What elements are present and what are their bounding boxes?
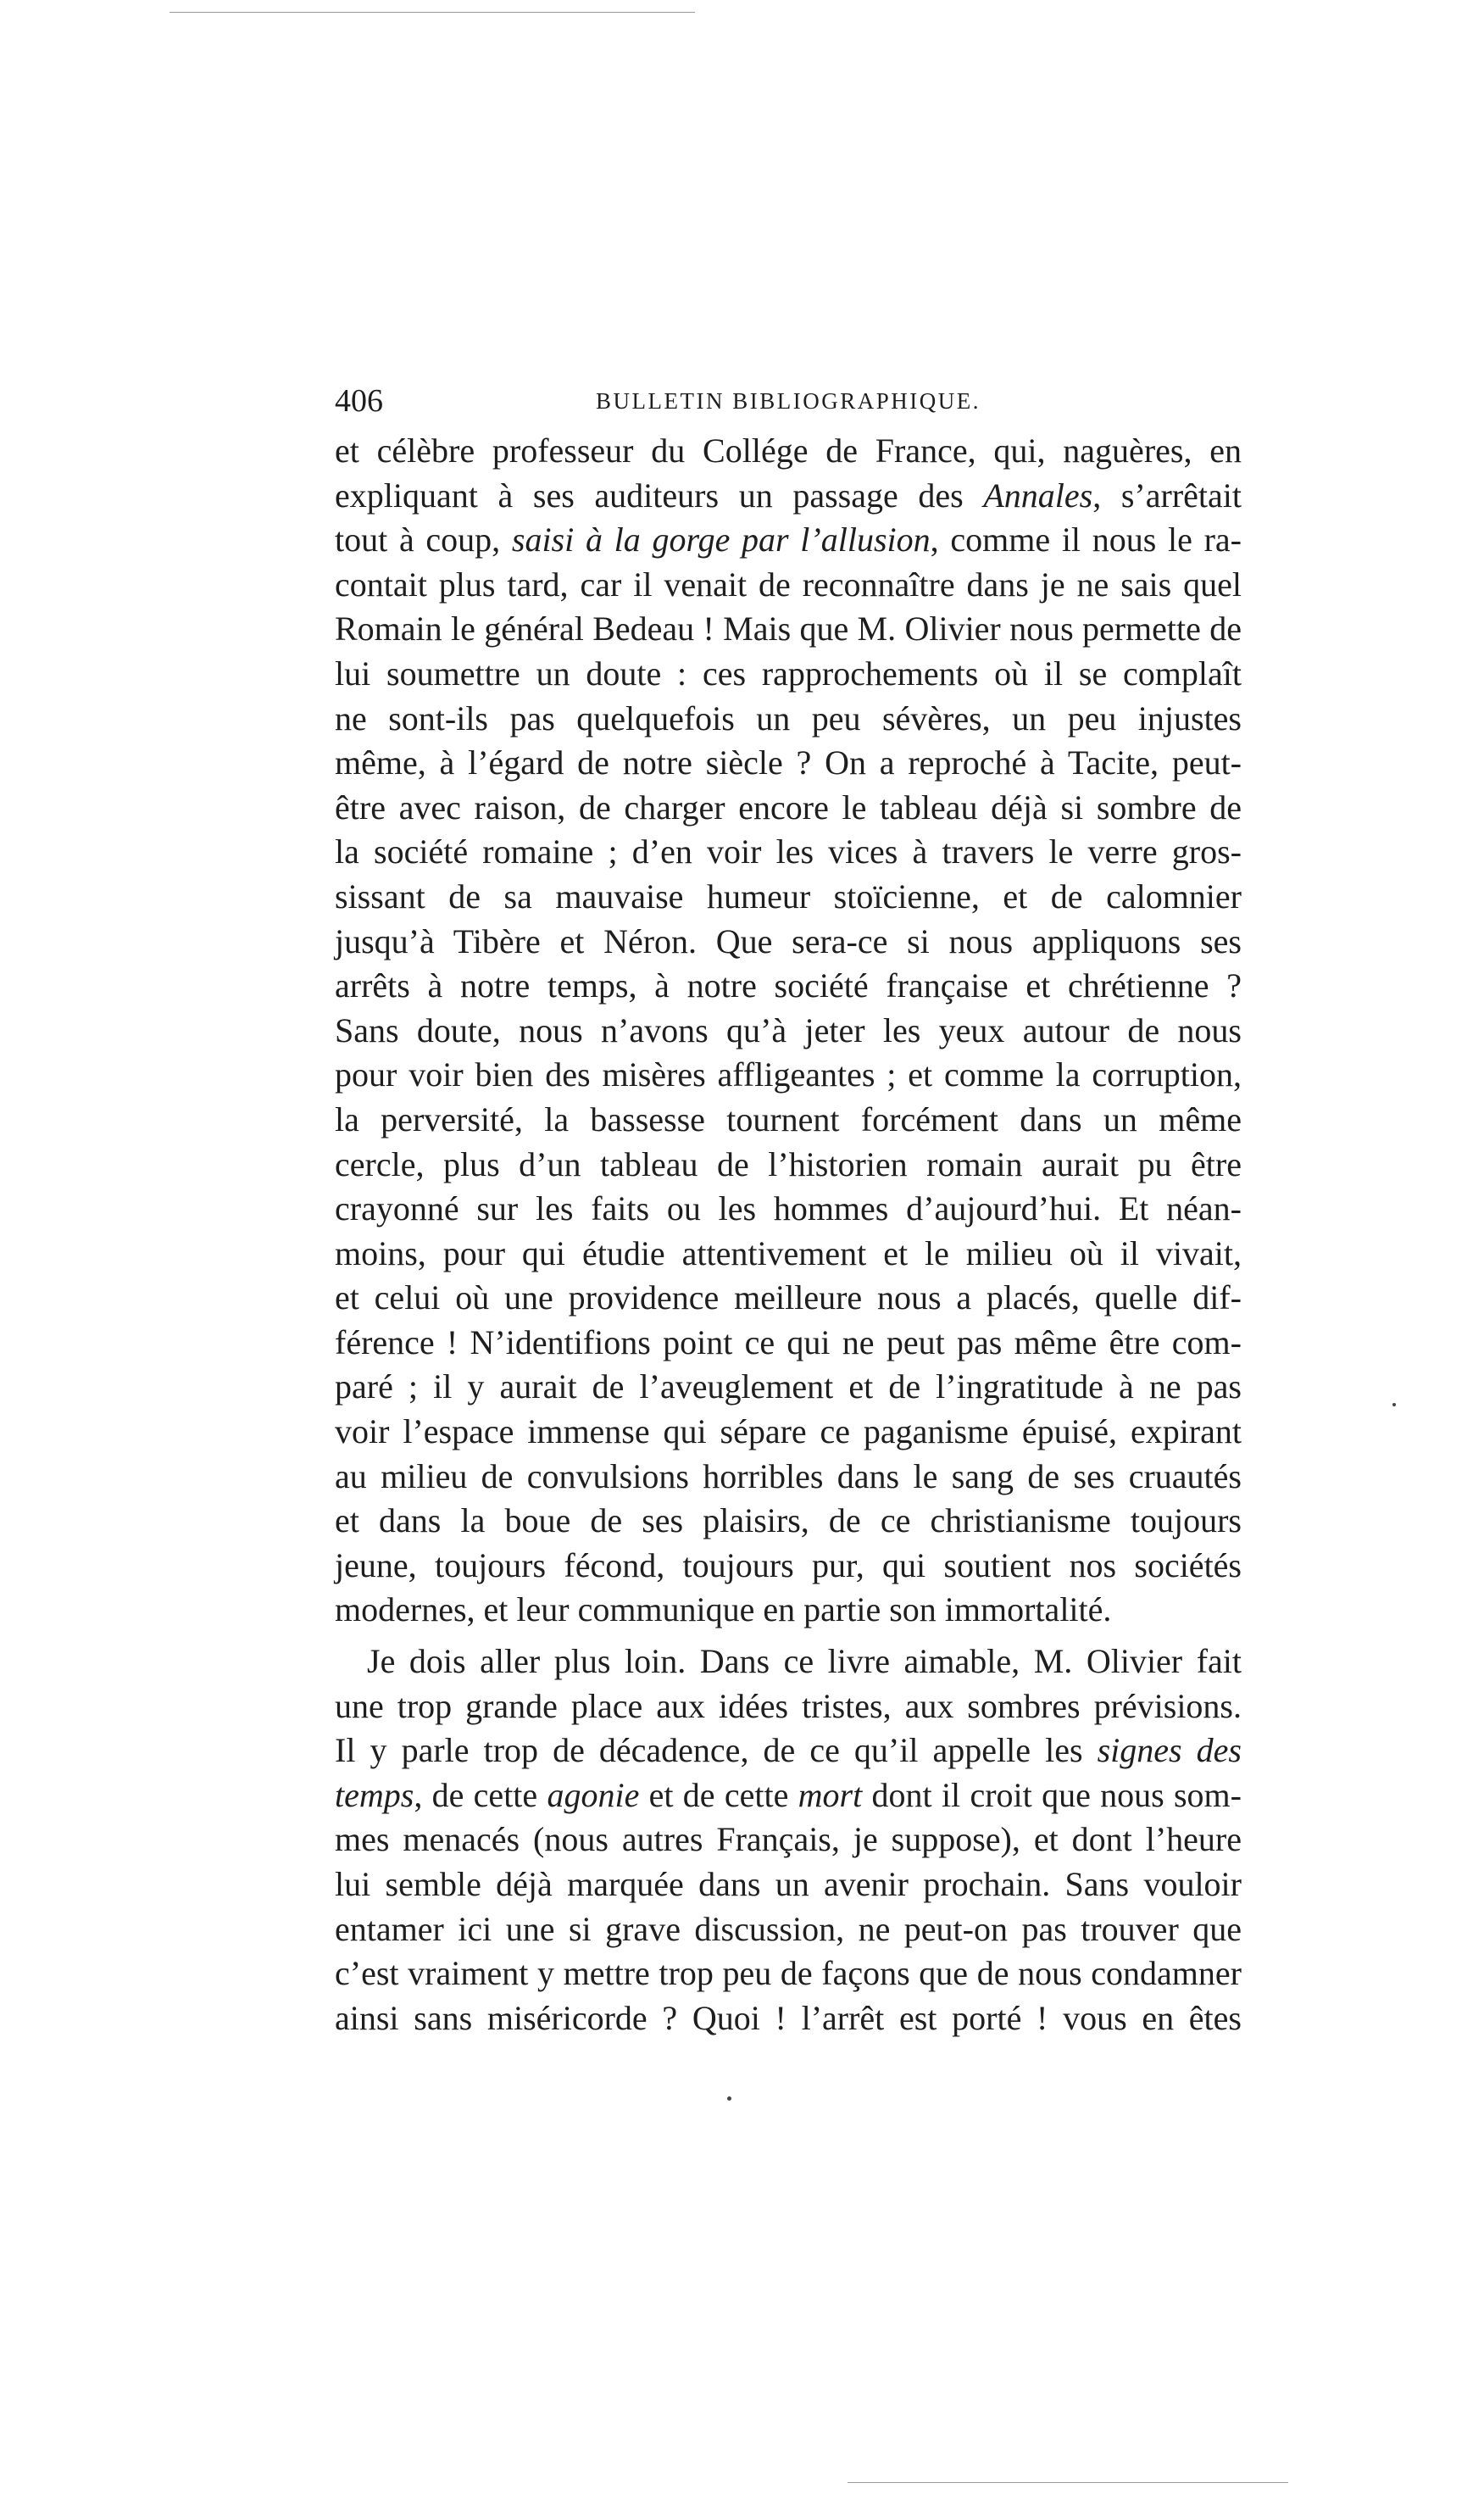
italic-run: temps: [335, 1775, 414, 1814]
text-line: [335, 1276, 1242, 1321]
scan-artifact-bottom: [848, 2482, 1288, 2483]
text-run: et celui où une providence meilleure nous a placés, quelle dif-: [335, 1278, 1242, 1317]
text-run: Romain le général Bedeau ! Mais que M. Olivier nous permette de: [335, 610, 1242, 649]
text-run: mes menacés (nous autres Français, je suppose), et dont l’heure: [335, 1820, 1242, 1859]
italic-run: agonie: [547, 1775, 640, 1814]
text-line: [335, 474, 1242, 519]
text-run: modernes, et leur communique en partie son immortalité.: [335, 1590, 1112, 1629]
ink-speck: [1392, 1403, 1396, 1406]
body-text: [335, 429, 1242, 2040]
text-line: [335, 875, 1242, 920]
text-run: férence ! N’identifions point ce qui ne peut pas même être com-: [335, 1322, 1242, 1361]
text-line: [335, 1499, 1242, 1544]
text-run: et dans la boue de ses plaisirs, de ce christianisme toujours: [335, 1501, 1242, 1540]
text-line: [335, 830, 1242, 875]
text-run: entamer ici une si grave discussion, ne peut-on pas trouver que: [335, 1909, 1242, 1948]
text-run: Il y parle trop de décadence, de ce qu’il appelle les: [335, 1731, 1098, 1770]
text-line: [335, 964, 1242, 1009]
text-run: pour voir bien des misères affligeantes ; et comme la corruption,: [335, 1055, 1242, 1094]
text-run: ainsi sans miséricorde ? Quoi ! l’arrêt est porté ! vous en êtes: [335, 1998, 1242, 2037]
text-run: jeune, toujours fécond, toujours pur, qui soutient nos sociétés: [335, 1545, 1242, 1584]
paragraph: [335, 1639, 1242, 2040]
text-run: , s’arrêtait: [1092, 476, 1242, 515]
text-run: dont il croit que nous som-: [862, 1775, 1242, 1814]
text-run: une trop grande place aux idées tristes, aux sombres prévisions.: [335, 1686, 1242, 1725]
text-run: paré ; il y aurait de l’aveuglement et de l’ingratitude à ne pas: [335, 1367, 1242, 1406]
text-line: [335, 1187, 1242, 1232]
paragraph: [335, 429, 1242, 1633]
text-run: Sans doute, nous n’avons qu’à jeter les yeux autour de nous: [335, 1010, 1242, 1049]
text-line: [335, 1544, 1242, 1589]
page-header: [335, 380, 1242, 422]
text-run: la société romaine ; d’en voir les vices à travers le verre gros-: [335, 832, 1242, 871]
text-run: et de cette: [639, 1775, 798, 1814]
text-line: [335, 1588, 1242, 1633]
italic-run: saisi à la gorge par l’allusion: [511, 521, 931, 559]
text-line: [335, 1365, 1242, 1410]
text-line: [335, 1996, 1242, 2041]
text-line: [335, 920, 1242, 965]
text-line: [335, 1729, 1242, 1773]
text-run: au milieu de convulsions horribles dans le sang de ses cruautés: [335, 1456, 1242, 1495]
text-line: [335, 1951, 1242, 1996]
text-run: c’est vraiment y mettre trop peu de façons que de nous condamner: [335, 1954, 1242, 1993]
text-line: [335, 563, 1242, 608]
text-run: voir l’espace immense qui sépare ce paganisme épuisé, expirant: [335, 1412, 1242, 1451]
text-run: expliquant à ses auditeurs un passage des: [335, 476, 984, 515]
text-line: [335, 1818, 1242, 1862]
text-run: arrêts à notre temps, à notre société française et chrétienne ?: [335, 966, 1242, 1005]
text-line: [335, 1639, 1242, 1684]
text-run: Je dois aller plus loin. Dans ce livre aimable, M. Olivier fait: [367, 1642, 1242, 1681]
italic-run: mort: [798, 1775, 863, 1814]
text-line: [335, 1773, 1242, 1818]
text-line: [335, 1410, 1242, 1455]
text-line: [335, 697, 1242, 742]
text-run: lui soumettre un doute : ces rapprochements où il se complaît: [335, 654, 1242, 693]
text-line: [335, 1455, 1242, 1500]
text-line: [335, 1907, 1242, 1952]
page-number: 406: [335, 383, 383, 419]
scan-artifact-top: [170, 12, 695, 13]
text-run: moins, pour qui étudie attentivement et le milieu où il vivait,: [335, 1233, 1242, 1272]
text-line: [335, 1862, 1242, 1907]
text-line: [335, 1232, 1242, 1277]
text-run: lui semble déjà marquée dans un avenir prochain. Sans vouloir: [335, 1865, 1242, 1903]
text-run: ne sont-ils pas quelquefois un peu sévères, un peu injustes: [335, 699, 1242, 738]
text-run: , de cette: [414, 1775, 547, 1814]
text-line: [335, 741, 1242, 786]
text-run: jusqu’à Tibère et Néron. Que sera-ce si nous appliquons ses: [335, 921, 1242, 960]
text-line: [335, 1098, 1242, 1143]
text-run: contait plus tard, car il venait de reconnaître dans je ne sais quel: [335, 565, 1242, 604]
text-run: la perversité, la bassesse tournent forcément dans un même: [335, 1099, 1242, 1138]
italic-run: signes des: [1097, 1731, 1242, 1770]
text-run: , comme il nous le ra-: [930, 521, 1242, 559]
text-run: crayonné sur les faits ou les hommes d’aujourd’hui. Et néan-: [335, 1189, 1242, 1228]
italic-run: Annales: [983, 476, 1093, 515]
text-line: [335, 1321, 1242, 1366]
text-line: [335, 786, 1242, 831]
text-line: [335, 429, 1242, 474]
text-line: [335, 1143, 1242, 1188]
text-run: cercle, plus d’un tableau de l’historien romain aurait pu être: [335, 1144, 1242, 1183]
text-line: [335, 1684, 1242, 1729]
text-line: [335, 518, 1242, 563]
text-line: [335, 607, 1242, 652]
text-line: [335, 1053, 1242, 1098]
text-run: être avec raison, de charger encore le tableau déjà si sombre de: [335, 788, 1242, 827]
text-line: [335, 1009, 1242, 1054]
text-run: et célèbre professeur du Collége de France, qui, naguères, en: [335, 431, 1242, 470]
ink-speck: [727, 2096, 731, 2101]
text-run: même, à l’égard de notre siècle ? On a reproché à Tacite, peut-: [335, 743, 1242, 782]
text-line: [335, 652, 1242, 697]
text-run: tout à coup,: [335, 521, 512, 559]
running-head: BULLETIN BIBLIOGRAPHIQUE.: [596, 388, 981, 414]
text-run: sissant de sa mauvaise humeur stoïcienne, et de calomnier: [335, 877, 1242, 916]
